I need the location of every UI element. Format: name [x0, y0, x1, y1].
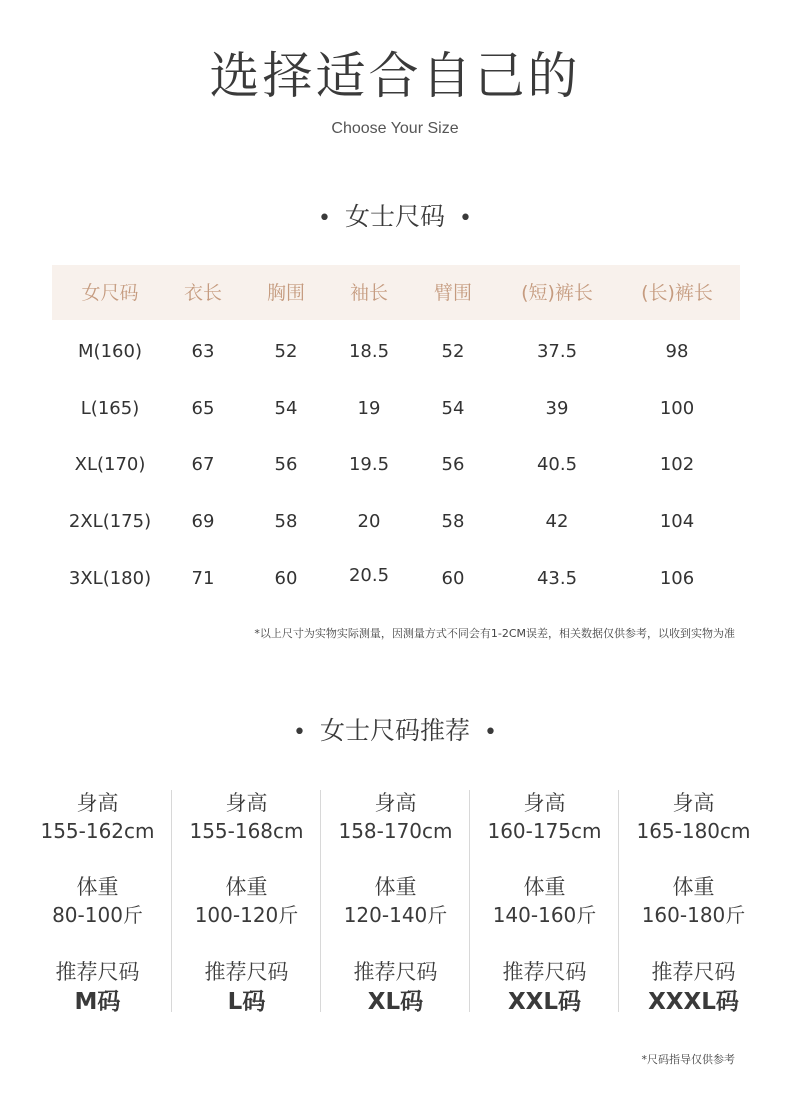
table-cell: 20 — [357, 511, 381, 532]
size-table-header — [52, 265, 740, 320]
size-label: 推荐尺码 — [651, 960, 736, 984]
table-row — [0, 452, 790, 482]
size-value: XL码 — [367, 989, 424, 1015]
recommend-column-l — [172, 788, 321, 1014]
table-cell: 43.5 — [536, 568, 578, 589]
weight-label: 体重 — [523, 875, 566, 899]
recommend-column-xxxl — [619, 788, 768, 1014]
table-cell: 65 — [191, 398, 215, 419]
recommend-heading-text: 女士尺码推荐 — [319, 716, 470, 745]
table-cell: 56 — [441, 454, 465, 475]
recommend-column-m — [23, 788, 172, 1014]
weight-label: 体重 — [76, 875, 119, 899]
height-label: 身高 — [672, 791, 715, 815]
table-cell: 39 — [545, 398, 569, 419]
table-cell: L(165) — [80, 398, 140, 419]
size-label: 推荐尺码 — [55, 960, 140, 984]
height-value: 160-175cm — [487, 819, 602, 843]
table-row — [0, 509, 790, 539]
weight-value: 120-140斤 — [343, 903, 448, 927]
table-cell: 102 — [659, 454, 695, 475]
page-subtitle: Choose Your Size — [331, 120, 459, 137]
table-cell: 19.5 — [348, 454, 390, 475]
height-value: 158-170cm — [338, 819, 453, 843]
table-row — [0, 396, 790, 426]
header-cell-sleeve: 袖长 — [349, 282, 388, 304]
height-label: 身高 — [374, 791, 417, 815]
weight-value: 160-180斤 — [641, 903, 746, 927]
table-row — [0, 566, 790, 596]
height-label: 身高 — [523, 791, 566, 815]
table-cell: 60 — [274, 568, 298, 589]
header-cell-length: 衣长 — [183, 282, 222, 304]
table-cell: 106 — [659, 568, 695, 589]
heading-dot-right: • — [484, 720, 497, 745]
table-cell: 54 — [274, 398, 298, 419]
heading-dot-left: • — [293, 720, 306, 745]
table-cell: 54 — [441, 398, 465, 419]
weight-label: 体重 — [225, 875, 268, 899]
heading-dot-left: • — [318, 206, 331, 231]
height-value: 155-162cm — [40, 819, 155, 843]
table-cell: 67 — [191, 454, 215, 475]
table-cell: 40.5 — [536, 454, 578, 475]
size-label: 推荐尺码 — [353, 960, 438, 984]
size-value: M码 — [74, 989, 121, 1015]
height-value: 155-168cm — [189, 819, 304, 843]
table-cell: 2XL(175) — [68, 511, 152, 532]
weight-label: 体重 — [374, 875, 417, 899]
table-cell: 98 — [665, 341, 689, 362]
table-cell: 56 — [274, 454, 298, 475]
table-cell: 100 — [659, 398, 695, 419]
header-cell-long-pants: (长)裤长 — [641, 282, 713, 304]
page-title: 选择适合自己的 — [209, 47, 581, 105]
table-cell: 20.5 — [348, 565, 390, 586]
heading-dot-right: • — [459, 206, 472, 231]
height-label: 身高 — [76, 791, 119, 815]
table-cell: 19 — [357, 398, 381, 419]
weight-value: 140-160斤 — [492, 903, 597, 927]
table-cell: 52 — [441, 341, 465, 362]
table-cell: 58 — [274, 511, 298, 532]
table-cell: 37.5 — [536, 341, 578, 362]
recommend-heading — [0, 714, 790, 750]
size-value: XXXL码 — [648, 989, 739, 1015]
measurement-note: *以上尺寸为实物实际测量，因测量方式不同会有1-2CM误差，相关数据仅供参考，以收到实物为准 — [254, 627, 735, 640]
table-cell: XL(170) — [74, 454, 146, 475]
recommend-column-xl — [321, 788, 470, 1014]
height-label: 身高 — [225, 791, 268, 815]
header-cell-short-pants: (短)裤长 — [521, 282, 593, 304]
table-cell: 71 — [191, 568, 215, 589]
table-row — [0, 339, 790, 369]
size-label: 推荐尺码 — [502, 960, 587, 984]
table-cell: 69 — [191, 511, 215, 532]
table-cell: 58 — [441, 511, 465, 532]
weight-value: 100-120斤 — [194, 903, 299, 927]
table-cell: 3XL(180) — [68, 568, 152, 589]
header-cell-chest: 胸围 — [266, 282, 305, 304]
size-value: L码 — [227, 989, 266, 1015]
header-cell-arm: 臂围 — [433, 282, 472, 304]
recommend-column-xxl — [470, 788, 619, 1014]
size-value: XXL码 — [507, 989, 582, 1015]
size-label: 推荐尺码 — [204, 960, 289, 984]
table-cell: M(160) — [78, 341, 142, 362]
weight-value: 80-100斤 — [52, 903, 143, 927]
table-cell: 63 — [191, 341, 215, 362]
height-value: 165-180cm — [636, 819, 751, 843]
table-cell: 42 — [545, 511, 569, 532]
table-cell: 104 — [659, 511, 695, 532]
table-cell: 60 — [441, 568, 465, 589]
size-chart-heading — [0, 200, 790, 236]
table-cell: 52 — [274, 341, 298, 362]
size-chart-heading-text: 女士尺码 — [344, 202, 445, 231]
weight-label: 体重 — [672, 875, 715, 899]
header-cell-size: 女尺码 — [81, 282, 139, 304]
recommend-note: *尺码指导仅供参考 — [641, 1053, 735, 1066]
table-cell: 18.5 — [348, 341, 390, 362]
